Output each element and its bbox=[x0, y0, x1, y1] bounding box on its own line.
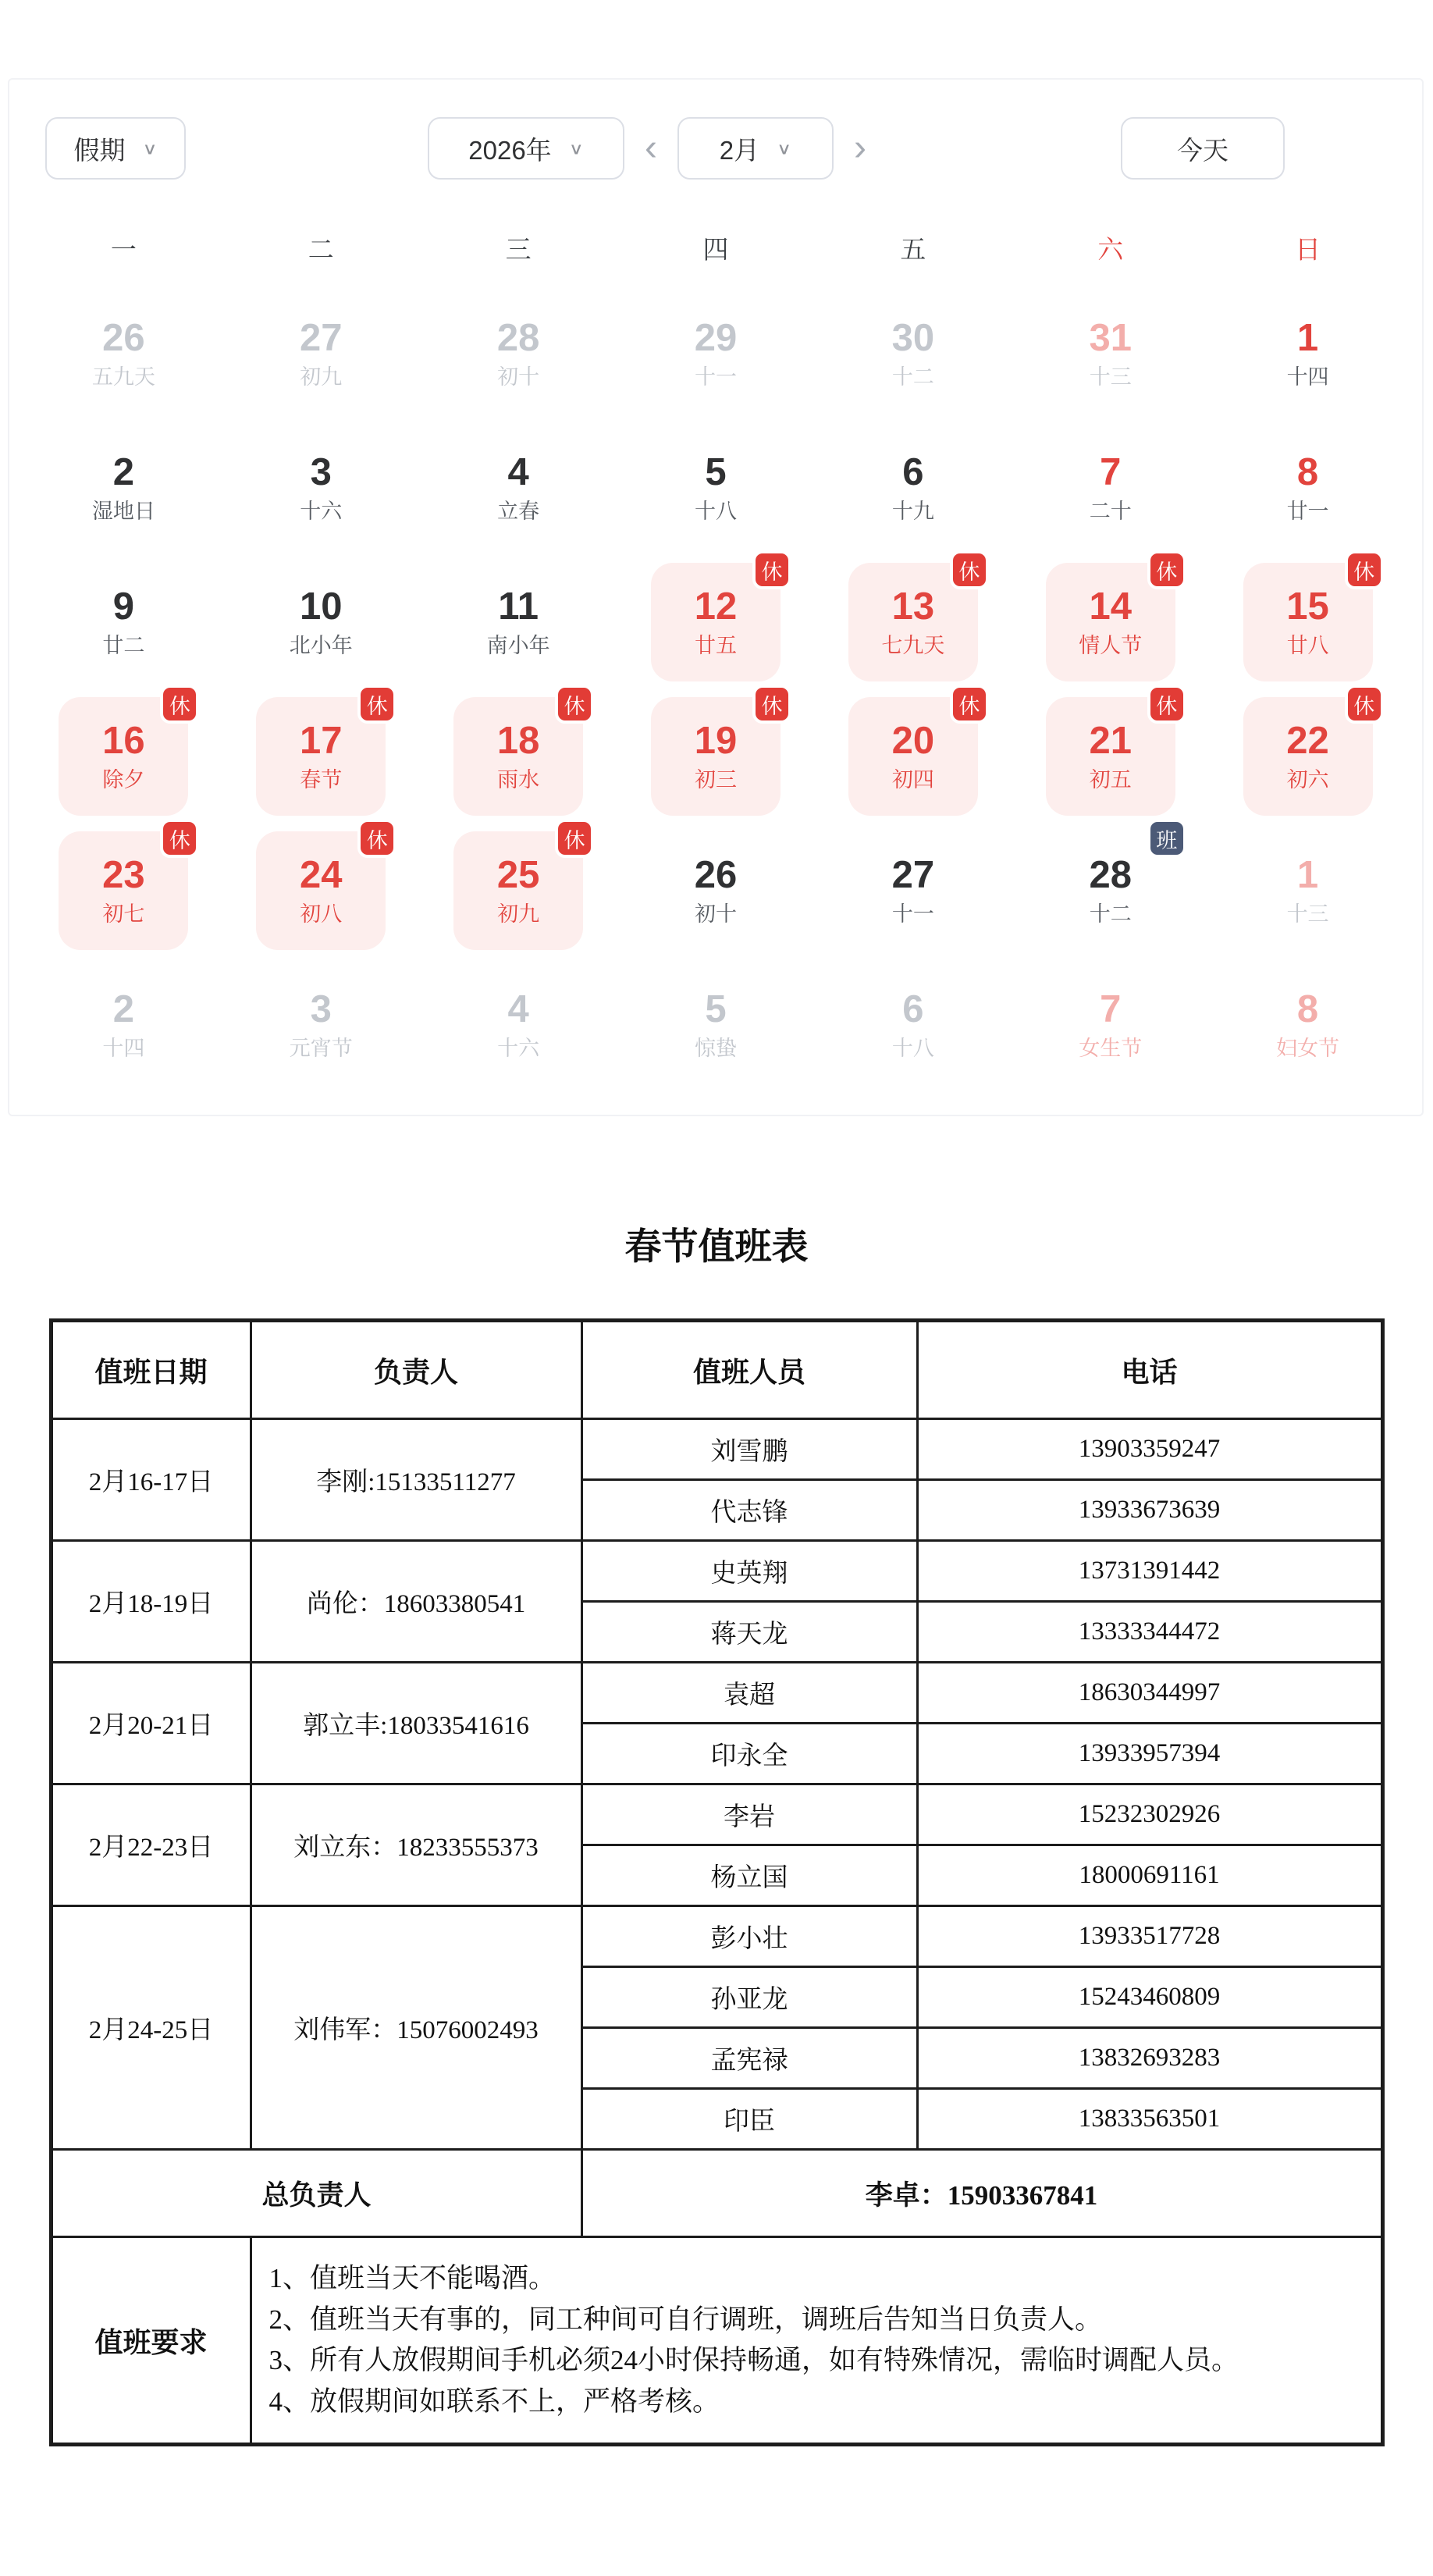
staff-name: 印永全 bbox=[581, 1724, 917, 1784]
day-box bbox=[453, 294, 583, 413]
day-lunar-label: 十六 bbox=[497, 1037, 540, 1060]
holiday-filter-dropdown[interactable] bbox=[45, 117, 186, 180]
day-number: 5 bbox=[705, 988, 727, 1030]
day-box bbox=[59, 694, 190, 816]
duty-date: 2月16-17日 bbox=[51, 1419, 251, 1541]
rest-badge: 休 bbox=[752, 685, 791, 724]
rest-badge: 休 bbox=[160, 819, 199, 858]
day-box bbox=[1243, 560, 1375, 681]
staff-name: 刘雪鹏 bbox=[581, 1419, 917, 1480]
requirement-item: 4、放假期间如联系不上，严格考核。 bbox=[268, 2386, 720, 2417]
day-number: 6 bbox=[902, 451, 924, 493]
calendar-day-cell[interactable] bbox=[25, 689, 222, 824]
day-number: 31 bbox=[1089, 317, 1132, 359]
duty-row bbox=[51, 1663, 1382, 1724]
requirements-label: 值班要求 bbox=[51, 2237, 251, 2445]
calendar-day-cell[interactable] bbox=[814, 286, 1012, 421]
day-box bbox=[1046, 294, 1175, 413]
staff-phone: 18630344997 bbox=[917, 1663, 1382, 1724]
day-lunar-label: 十九 bbox=[891, 500, 934, 523]
requirement-item: 2、值班当天有事的，同工种间可自行调班，调班后告知当日负责人。 bbox=[268, 2304, 1103, 2335]
staff-phone: 15243460809 bbox=[917, 1967, 1382, 2028]
year-label: 2026年 bbox=[468, 135, 552, 165]
calendar-day-cell[interactable] bbox=[25, 286, 222, 421]
calendar-day-cell[interactable] bbox=[617, 421, 815, 555]
day-lunar-label: 初十 bbox=[497, 365, 540, 389]
day-box bbox=[256, 563, 386, 681]
calendar-day-cell[interactable] bbox=[1209, 689, 1406, 824]
day-number: 9 bbox=[112, 585, 135, 628]
day-lunar-label: 春节 bbox=[300, 768, 343, 792]
staff-phone: 13832693283 bbox=[917, 2028, 1382, 2089]
day-number: 23 bbox=[102, 854, 145, 896]
calendar-day-cell[interactable] bbox=[1209, 555, 1406, 689]
requirement-item: 1、值班当天不能喝酒。 bbox=[268, 2263, 556, 2293]
today-button[interactable] bbox=[1121, 117, 1285, 180]
day-box bbox=[59, 966, 188, 1084]
calendar-day-cell[interactable] bbox=[1209, 421, 1406, 555]
rest-badge: 休 bbox=[950, 685, 989, 724]
day-lunar-label: 十一 bbox=[891, 902, 934, 926]
calendar-day-cell[interactable] bbox=[1012, 824, 1209, 958]
duty-roster-section bbox=[0, 1218, 1433, 2446]
calendar-day-cell[interactable] bbox=[420, 689, 617, 824]
duty-leader: 尚伦：18603380541 bbox=[251, 1541, 581, 1663]
column-header: 值班日期 bbox=[51, 1321, 251, 1419]
day-lunar-label: 情人节 bbox=[1079, 634, 1143, 657]
staff-name: 代志锋 bbox=[581, 1480, 917, 1541]
day-box bbox=[453, 828, 585, 950]
day-lunar-label: 除夕 bbox=[102, 768, 145, 792]
calendar-day-cell[interactable] bbox=[420, 286, 617, 421]
day-number: 3 bbox=[310, 451, 332, 493]
calendar-day-cell[interactable] bbox=[814, 555, 1012, 689]
day-lunar-label: 廿一 bbox=[1286, 500, 1329, 523]
duty-row bbox=[51, 1906, 1382, 1967]
staff-phone: 13333344472 bbox=[917, 1602, 1382, 1663]
calendar-day-cell[interactable] bbox=[1209, 958, 1406, 1092]
weekday-header: 日 bbox=[1295, 235, 1321, 264]
day-lunar-label: 初八 bbox=[300, 902, 343, 926]
calendar-day-cell[interactable] bbox=[25, 824, 222, 958]
day-number: 12 bbox=[694, 585, 738, 628]
calendar-day-cell[interactable] bbox=[1012, 958, 1209, 1092]
day-number: 29 bbox=[694, 317, 738, 359]
staff-name: 杨立国 bbox=[581, 1845, 917, 1906]
duty-roster-table bbox=[49, 1318, 1385, 2446]
day-box bbox=[256, 429, 386, 547]
calendar-card bbox=[8, 78, 1424, 1116]
prev-month-icon[interactable]: ‹ bbox=[645, 127, 657, 169]
column-header: 电话 bbox=[917, 1321, 1382, 1419]
staff-name: 印臣 bbox=[581, 2089, 917, 2150]
duty-date: 2月18-19日 bbox=[51, 1541, 251, 1663]
calendar-day-cell[interactable] bbox=[222, 555, 420, 689]
day-number: 7 bbox=[1100, 451, 1122, 493]
day-number: 10 bbox=[300, 585, 343, 628]
staff-phone: 13731391442 bbox=[917, 1541, 1382, 1602]
staff-name: 孟宪禄 bbox=[581, 2028, 917, 2089]
rest-badge: 休 bbox=[555, 819, 594, 858]
rest-badge: 休 bbox=[357, 819, 396, 858]
total-leader-label: 总负责人 bbox=[51, 2150, 581, 2237]
duty-date: 2月20-21日 bbox=[51, 1663, 251, 1784]
day-lunar-label: 女生节 bbox=[1079, 1037, 1143, 1060]
rest-badge: 休 bbox=[1147, 685, 1186, 724]
staff-name: 孙亚龙 bbox=[581, 1967, 917, 2028]
duty-row bbox=[51, 1541, 1382, 1602]
day-lunar-label: 南小年 bbox=[486, 634, 550, 657]
day-number: 16 bbox=[102, 720, 145, 762]
rest-badge: 休 bbox=[1345, 685, 1384, 724]
day-lunar-label: 元宵节 bbox=[289, 1037, 353, 1060]
day-lunar-label: 十一 bbox=[694, 365, 737, 389]
day-number: 26 bbox=[694, 854, 738, 896]
day-number: 27 bbox=[300, 317, 343, 359]
next-month-icon[interactable]: › bbox=[853, 127, 866, 169]
calendar-day-cell[interactable] bbox=[814, 824, 1012, 958]
calendar-day-cell[interactable] bbox=[1012, 555, 1209, 689]
calendar-day-cell[interactable] bbox=[1012, 286, 1209, 421]
duty-row bbox=[51, 1419, 1382, 1480]
work-badge: 班 bbox=[1147, 819, 1186, 858]
day-lunar-label: 十二 bbox=[891, 365, 934, 389]
day-number: 7 bbox=[1100, 988, 1122, 1030]
day-lunar-label: 十三 bbox=[1286, 902, 1329, 926]
total-leader-value: 李卓：15903367841 bbox=[581, 2150, 1382, 2237]
day-box bbox=[59, 294, 188, 413]
month-label: 2月 bbox=[719, 135, 760, 165]
calendar-day-cell[interactable] bbox=[1209, 824, 1406, 958]
rest-badge: 休 bbox=[1345, 550, 1384, 589]
column-header: 值班人员 bbox=[581, 1321, 917, 1419]
year-dropdown[interactable] bbox=[428, 117, 624, 180]
duty-row bbox=[51, 1784, 1382, 1845]
day-box bbox=[848, 831, 978, 950]
staff-name: 彭小壮 bbox=[581, 1906, 917, 1967]
calendar-day-cell[interactable] bbox=[1012, 689, 1209, 824]
day-box bbox=[651, 694, 783, 816]
day-lunar-label: 初九 bbox=[300, 365, 343, 389]
today-button-label: 今天 bbox=[1177, 135, 1229, 165]
day-lunar-label: 二十 bbox=[1089, 500, 1132, 523]
day-box bbox=[651, 294, 781, 413]
staff-name: 袁超 bbox=[581, 1663, 917, 1724]
calendar-day-cell[interactable] bbox=[222, 958, 420, 1092]
staff-phone: 13933517728 bbox=[917, 1906, 1382, 1967]
day-lunar-label: 十八 bbox=[891, 1037, 934, 1060]
duty-requirements-row bbox=[51, 2237, 1382, 2445]
requirements-text bbox=[251, 2237, 1382, 2445]
duty-leader: 郭立丰:18033541616 bbox=[251, 1663, 581, 1784]
day-box bbox=[848, 429, 978, 547]
chevron-down-icon: ∨ bbox=[568, 138, 584, 158]
day-box bbox=[848, 966, 978, 1084]
day-lunar-label: 湿地日 bbox=[91, 500, 155, 523]
day-lunar-label: 北小年 bbox=[289, 634, 353, 657]
month-navigation bbox=[428, 117, 887, 180]
day-number: 18 bbox=[496, 720, 540, 762]
day-box bbox=[651, 831, 781, 950]
day-box bbox=[1243, 831, 1373, 950]
day-number: 1 bbox=[1296, 854, 1319, 896]
day-number: 24 bbox=[300, 854, 343, 896]
day-lunar-label: 初六 bbox=[1286, 768, 1329, 792]
column-header: 负责人 bbox=[251, 1321, 581, 1419]
rest-badge: 休 bbox=[357, 685, 396, 724]
calendar-day-cell[interactable] bbox=[814, 958, 1012, 1092]
day-number: 6 bbox=[902, 988, 924, 1030]
day-lunar-label: 廿八 bbox=[1286, 634, 1329, 657]
calendar-grid bbox=[25, 286, 1406, 1092]
calendar-day-cell[interactable] bbox=[25, 555, 222, 689]
day-box bbox=[256, 294, 386, 413]
day-number: 14 bbox=[1089, 585, 1132, 628]
day-box bbox=[453, 563, 583, 681]
day-lunar-label: 七九天 bbox=[881, 634, 945, 657]
day-lunar-label: 初五 bbox=[1089, 768, 1132, 792]
day-lunar-label: 十六 bbox=[300, 500, 343, 523]
day-lunar-label: 雨水 bbox=[497, 768, 540, 792]
duty-date: 2月24-25日 bbox=[51, 1906, 251, 2150]
day-box bbox=[1046, 560, 1178, 681]
calendar-day-cell[interactable] bbox=[617, 286, 815, 421]
day-number: 4 bbox=[507, 988, 529, 1030]
day-number: 25 bbox=[496, 854, 540, 896]
calendar-day-cell[interactable] bbox=[814, 421, 1012, 555]
requirement-item: 3、所有人放假期间手机必须24小时保持畅通，如有特殊情况，需临时调配人员。 bbox=[268, 2345, 1239, 2375]
day-lunar-label: 初十 bbox=[694, 902, 737, 926]
day-box bbox=[1046, 429, 1175, 547]
day-lunar-label: 十四 bbox=[1286, 365, 1329, 389]
day-number: 2 bbox=[112, 451, 135, 493]
duty-leader: 刘立东：18233555373 bbox=[251, 1784, 581, 1906]
day-number: 13 bbox=[891, 585, 935, 628]
day-number: 27 bbox=[891, 854, 935, 896]
day-number: 26 bbox=[102, 317, 145, 359]
calendar-day-cell[interactable] bbox=[617, 555, 815, 689]
day-number: 8 bbox=[1296, 451, 1319, 493]
day-lunar-label: 初三 bbox=[694, 768, 737, 792]
calendar-day-cell[interactable] bbox=[222, 286, 420, 421]
day-lunar-label: 初四 bbox=[891, 768, 934, 792]
day-box bbox=[1046, 828, 1178, 950]
rest-badge: 休 bbox=[1147, 550, 1186, 589]
calendar-day-cell[interactable] bbox=[814, 689, 1012, 824]
calendar-day-cell[interactable] bbox=[1209, 286, 1406, 421]
calendar-day-cell[interactable] bbox=[222, 824, 420, 958]
day-lunar-label: 妇女节 bbox=[1276, 1037, 1340, 1060]
day-lunar-label: 十三 bbox=[1089, 365, 1132, 389]
roster-title: 春节值班表 bbox=[624, 1227, 809, 1268]
day-number: 1 bbox=[1296, 317, 1319, 359]
day-number: 19 bbox=[694, 720, 738, 762]
day-lunar-label: 五九天 bbox=[91, 365, 155, 389]
duty-leader: 李刚:15133511277 bbox=[251, 1419, 581, 1541]
day-lunar-label: 惊蛰 bbox=[694, 1037, 737, 1060]
weekday-header: 六 bbox=[1097, 235, 1124, 264]
rest-badge: 休 bbox=[752, 550, 791, 589]
day-box bbox=[256, 694, 388, 816]
calendar-day-cell[interactable] bbox=[222, 421, 420, 555]
day-lunar-label: 初七 bbox=[102, 902, 145, 926]
duty-date: 2月22-23日 bbox=[51, 1784, 251, 1906]
calendar-day-cell[interactable] bbox=[617, 958, 815, 1092]
day-number: 28 bbox=[496, 317, 540, 359]
day-box bbox=[1243, 294, 1373, 413]
day-box bbox=[453, 694, 585, 816]
staff-name: 蒋天龙 bbox=[581, 1602, 917, 1663]
calendar-day-cell[interactable] bbox=[25, 421, 222, 555]
day-box bbox=[59, 429, 188, 547]
staff-phone: 13933673639 bbox=[917, 1480, 1382, 1541]
duty-leader: 刘伟军：15076002493 bbox=[251, 1906, 581, 2150]
staff-phone: 13903359247 bbox=[917, 1419, 1382, 1480]
day-box bbox=[1243, 429, 1373, 547]
chevron-down-icon: ∨ bbox=[777, 138, 792, 158]
rest-badge: 休 bbox=[555, 685, 594, 724]
day-lunar-label: 十四 bbox=[102, 1037, 145, 1060]
weekday-header: 一 bbox=[110, 235, 137, 264]
day-lunar-label: 十八 bbox=[694, 500, 737, 523]
calendar-day-cell[interactable] bbox=[617, 689, 815, 824]
calendar-day-cell[interactable] bbox=[420, 958, 617, 1092]
staff-phone: 13833563501 bbox=[917, 2089, 1382, 2150]
day-lunar-label: 十二 bbox=[1089, 902, 1132, 926]
day-number: 5 bbox=[705, 451, 727, 493]
day-box bbox=[59, 828, 190, 950]
weekday-header: 二 bbox=[308, 235, 334, 264]
calendar-day-cell[interactable] bbox=[222, 689, 420, 824]
calendar-day-cell[interactable] bbox=[1012, 421, 1209, 555]
total-leader-row bbox=[51, 2150, 1382, 2237]
day-lunar-label: 立春 bbox=[497, 500, 540, 523]
chevron-down-icon: ∨ bbox=[142, 138, 158, 158]
day-lunar-label: 初九 bbox=[497, 902, 540, 926]
calendar-day-cell[interactable] bbox=[617, 824, 815, 958]
day-box bbox=[848, 560, 980, 681]
staff-phone: 15232302926 bbox=[917, 1784, 1382, 1845]
day-box bbox=[453, 429, 583, 547]
day-box bbox=[848, 294, 978, 413]
calendar-day-cell[interactable] bbox=[25, 958, 222, 1092]
staff-phone: 13933957394 bbox=[917, 1724, 1382, 1784]
day-number: 2 bbox=[112, 988, 135, 1030]
staff-name: 李岩 bbox=[581, 1784, 917, 1845]
staff-phone: 18000691161 bbox=[917, 1845, 1382, 1906]
day-number: 20 bbox=[891, 720, 935, 762]
rest-badge: 休 bbox=[160, 685, 199, 724]
calendar-day-cell[interactable] bbox=[420, 824, 617, 958]
roster-header-row bbox=[51, 1321, 1382, 1419]
rest-badge: 休 bbox=[950, 550, 989, 589]
day-number: 17 bbox=[300, 720, 343, 762]
day-box bbox=[256, 966, 386, 1084]
day-number: 21 bbox=[1089, 720, 1132, 762]
day-number: 4 bbox=[507, 451, 529, 493]
staff-name: 史英翔 bbox=[581, 1541, 917, 1602]
calendar-day-cell[interactable] bbox=[420, 555, 617, 689]
weekday-header: 五 bbox=[900, 235, 926, 264]
day-box bbox=[59, 563, 188, 681]
day-number: 15 bbox=[1286, 585, 1329, 628]
month-dropdown[interactable] bbox=[677, 117, 834, 180]
day-number: 28 bbox=[1089, 854, 1132, 896]
day-box bbox=[651, 429, 781, 547]
day-box bbox=[651, 560, 783, 681]
day-box bbox=[453, 966, 583, 1084]
day-number: 22 bbox=[1286, 720, 1329, 762]
weekday-header: 四 bbox=[702, 235, 729, 264]
day-box bbox=[1243, 694, 1375, 816]
day-box bbox=[651, 966, 781, 1084]
weekday-header: 三 bbox=[505, 235, 532, 264]
day-number: 8 bbox=[1296, 988, 1319, 1030]
day-box bbox=[1046, 966, 1175, 1084]
weekday-header-row bbox=[25, 229, 1406, 266]
day-box bbox=[848, 694, 980, 816]
calendar-day-cell[interactable] bbox=[420, 421, 617, 555]
calendar-header bbox=[9, 117, 1422, 184]
day-number: 3 bbox=[310, 988, 332, 1030]
day-box bbox=[1046, 694, 1178, 816]
day-number: 11 bbox=[498, 585, 539, 628]
day-box bbox=[1243, 966, 1373, 1084]
day-number: 30 bbox=[891, 317, 935, 359]
day-box bbox=[256, 828, 388, 950]
day-lunar-label: 廿五 bbox=[694, 634, 737, 657]
holiday-filter-label: 假期 bbox=[73, 135, 126, 165]
day-lunar-label: 廿二 bbox=[102, 634, 145, 657]
